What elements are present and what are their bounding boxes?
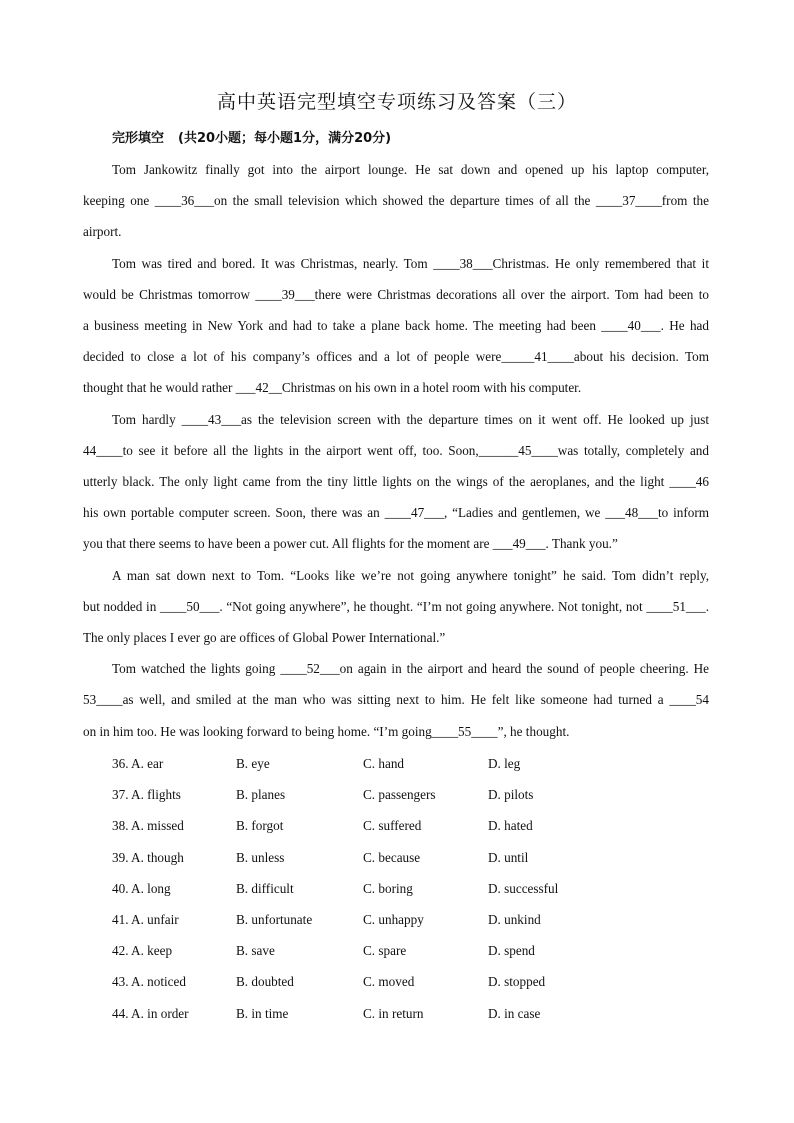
option-a: 42. A. keep (112, 943, 173, 959)
section-label: 完形填空 (112, 131, 165, 146)
option-d: D. hated (488, 818, 533, 834)
passage-line: keeping one ____36___on the small television which showed the departure times of all the ____37____from the (83, 193, 709, 209)
option-b: B. unless (236, 849, 285, 865)
option-a: 36. A. ear (112, 756, 164, 771)
option-c: C. passengers (363, 787, 436, 803)
option-a: 43. A. noticed (112, 974, 186, 990)
option-b: B. forgot (236, 818, 284, 834)
option-c: C. suffered (363, 818, 422, 834)
passage-line: would be Christmas tomorrow ____39___there were Christmas decorations all over the airport. Tom had been to (83, 286, 709, 302)
option-a: 41. A. unfair (112, 912, 179, 927)
option-a: 39. A. though (112, 849, 184, 865)
option-a: 37. A. flights (112, 787, 181, 803)
passage-line: utterly black. The only light came from the tiny little lights on the wings of the aeroplanes, and the light ____46 (83, 474, 709, 489)
question-row (112, 879, 612, 899)
option-b: B. save (236, 943, 275, 959)
passage-line: 53____as well, and smiled at the man who was sitting next to him. He felt like someone had turned a ____54 (83, 692, 709, 708)
question-row (112, 848, 612, 868)
passage-line: 44____to see it before all the lights in the airport went off, too. Soon,______45____was totally, completely and (83, 442, 709, 458)
question-row (112, 972, 612, 992)
section-info: (共20小题；每小题1分，满分20分) (178, 131, 392, 146)
option-d: D. until (488, 849, 529, 865)
option-d: D. successful (488, 880, 559, 896)
section-header (112, 127, 391, 146)
passage-line: thought that he would rather ___42__Christmas on his own in a hotel room with his computer. (83, 380, 582, 396)
passage-line: Tom Jankowitz finally got into the airport lounge. He sat down and opened up his laptop computer, (112, 162, 709, 177)
option-d: D. stopped (488, 974, 546, 990)
option-a: 40. A. long (112, 880, 171, 896)
option-b: B. in time (236, 1005, 289, 1021)
question-row (112, 754, 612, 774)
option-b: B. difficult (236, 880, 294, 896)
passage-line: Tom hardly ____43___as the television screen with the departure times on it went off. He looked up just (112, 411, 709, 427)
option-b: B. unfortunate (236, 912, 313, 927)
option-c: C. unhappy (363, 912, 424, 927)
option-c: C. hand (363, 756, 405, 771)
question-row (112, 910, 612, 930)
passage-line: his own portable computer screen. Soon, there was an ____47___, “Ladies and gentlemen, we ___48___to inform (83, 505, 709, 521)
passage-line: Tom was tired and bored. It was Christmas, nearly. Tom ____38___Christmas. He only remembered that it (112, 255, 709, 271)
option-d: D. unkind (488, 912, 541, 927)
option-a: 38. A. missed (112, 818, 184, 834)
passage-line: Tom watched the lights going ____52___on again in the airport and heard the sound of people cheering. He (112, 661, 709, 677)
option-d: D. spend (488, 943, 535, 959)
question-row (112, 785, 612, 805)
passage-line: A man sat down next to Tom. “Looks like we’re not going anywhere tonight” he said. Tom didn’t reply, (112, 567, 709, 583)
option-c: C. spare (363, 943, 407, 959)
option-d: D. leg (488, 756, 521, 771)
option-a: 44. A. in order (112, 1005, 189, 1021)
passage-line: The only places I ever go are offices of Global Power International.” (83, 630, 446, 645)
passage-line: on in him too. He was looking forward to being home. “I’m going____55____”, he thought. (83, 723, 570, 739)
passage-line: airport. (83, 224, 122, 240)
option-c: C. moved (363, 974, 415, 990)
question-row (112, 1004, 612, 1024)
option-c: C. boring (363, 880, 413, 896)
passage-line: you that there seems to have been a power cut. All flights for the moment are ___49___. Thank you.” (83, 536, 618, 552)
passage-line: decided to close a lot of his company’s offices and a lot of people were_____41____about his decision. Tom (83, 349, 709, 365)
option-b: B. planes (236, 787, 286, 803)
option-c: C. because (363, 849, 421, 865)
passage-line: but nodded in ____50___. “Not going anywhere”, he thought. “I’m not going anywhere. Not tonight, not ____51___. (83, 598, 709, 614)
question-row (112, 816, 612, 836)
question-row (112, 941, 612, 961)
option-b: B. eye (236, 756, 270, 771)
option-b: B. doubted (236, 974, 294, 990)
option-c: C. in return (363, 1005, 424, 1021)
page-title: 高中英语完型填空专项练习及答案（三） (216, 91, 577, 113)
passage-line: a business meeting in New York and had to take a plane back home. The meeting had been ____40___. He had (83, 318, 709, 333)
option-d: D. pilots (488, 787, 534, 803)
option-d: D. in case (488, 1005, 541, 1021)
